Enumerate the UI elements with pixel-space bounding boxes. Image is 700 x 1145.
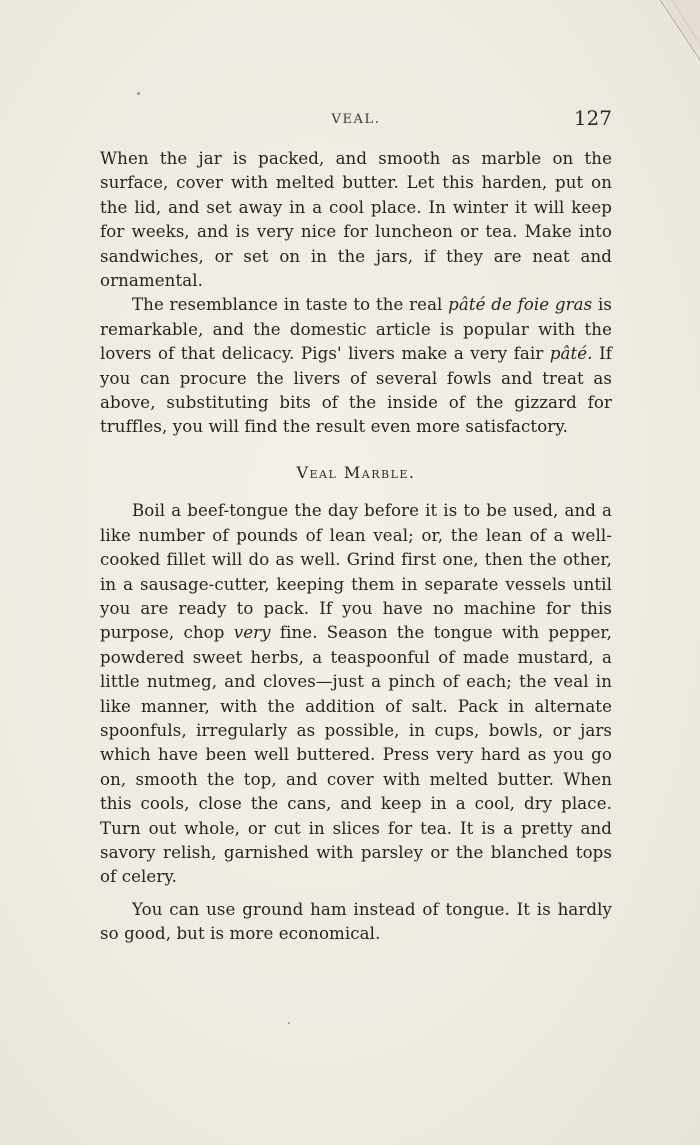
text-run: is remarkable, and the domestic article is popular with the lovers of that delicacy. Pigs' livers make a very fair: [100, 295, 612, 364]
italic-word: very: [233, 623, 271, 643]
recipe-paragraph: [100, 499, 612, 890]
italic-phrase: pâté de foie gras: [448, 295, 593, 315]
recipe-heading: Veal Marble.: [296, 462, 416, 482]
recipe-note: You can use ground ham instead of tongue. It is hardly so good, but is more economical.: [100, 899, 612, 944]
italic-phrase: pâté.: [549, 344, 593, 364]
page-corner-fold: [610, 0, 700, 80]
paper-speck: [137, 92, 140, 95]
paragraph-pate: [100, 293, 612, 439]
page-header: [100, 106, 612, 136]
page-body: [100, 147, 612, 947]
text-run: fine. Season the tongue with pepper, powdered sweet herbs, a teaspoonful of made mustard, a little nutmeg, and cloves—just a pinch of each; the veal in like manner, with the addition of salt. Pack in alternate spoonfuls, irregularly as possible, in cups, bowls, or jars which have been well buttered. Press very hard as you go on, smooth the top, and cover with melted butter. When this cools, close the cans, and keep in a cool, dry place. Turn out whole, or cut in slices for tea. It is a pretty and savory relish, garnished with parsley or the blanched tops of celery.: [100, 623, 612, 887]
running-head: VEAL.: [331, 112, 381, 127]
paragraph-continuation: When the jar is packed, and smooth as marble on the surface, cover with melted butter. Let this harden, put on the lid, and set away in a cool place. In winter it will keep for weeks, and is very nice for luncheon or tea. Make into sandwiches, or set on in the jars, if they are neat and ornamental.: [100, 149, 612, 291]
paper-speck: [288, 1022, 290, 1024]
text-run: If you can procure the livers of several fowls and treat as above, substituting bits of the inside of the gizzard for truffles, you will find the result even more satisfactory.: [100, 344, 612, 437]
page-number: 127: [573, 106, 612, 130]
text-run: The resemblance in taste to the real: [132, 295, 449, 315]
text-run: Boil a beef-tongue the day before it is to be used, and a like number of pounds of lean veal; or, the lean of a well-cooked fillet will do as well. Grind first one, then the other, in a sausage-cutter, keeping them in separate vessels until you are ready to pack. If you have no machine for this purpose, chop: [100, 501, 612, 643]
